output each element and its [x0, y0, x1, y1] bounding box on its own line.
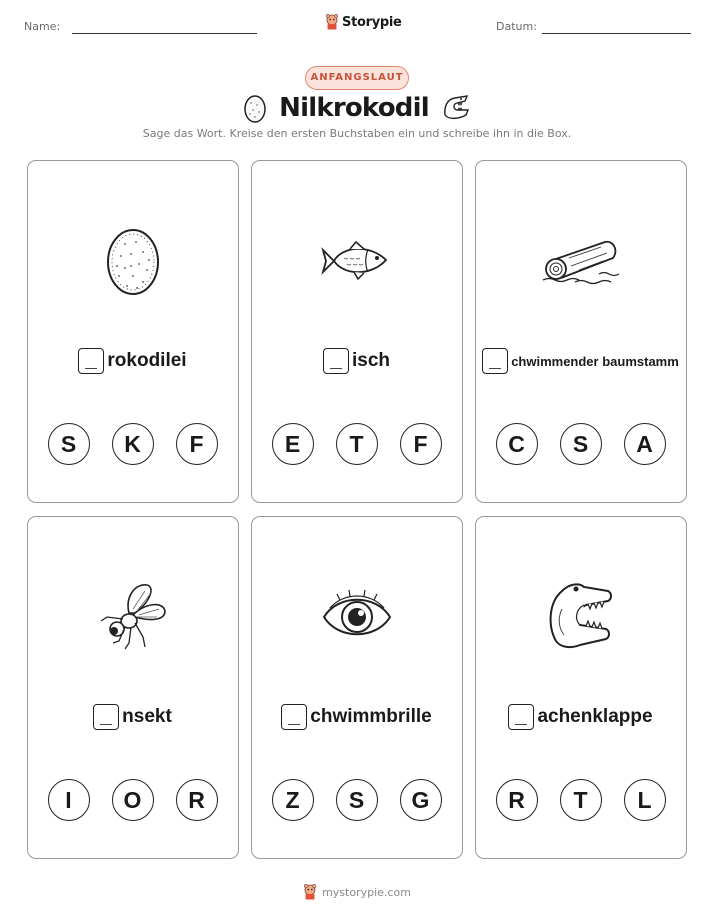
letter-option[interactable]: Z: [272, 779, 314, 821]
letter-option[interactable]: C: [496, 423, 538, 465]
word-card-3: [475, 160, 687, 503]
letter-option[interactable]: E: [272, 423, 314, 465]
word-card-2: [251, 160, 463, 503]
instruction-text: Sage das Wort. Kreise den ersten Buchstaben ein und schreibe ihn in die Box.: [142, 127, 572, 140]
letter-option[interactable]: T: [336, 423, 378, 465]
crocodile-jaw-icon: [546, 579, 616, 655]
letter-option[interactable]: T: [560, 779, 602, 821]
title-row: [0, 90, 714, 126]
footer-site: mystorypie.com: [322, 885, 411, 899]
footer: [0, 884, 714, 900]
date-field[interactable]: [542, 33, 691, 34]
letter-option[interactable]: R: [176, 779, 218, 821]
eye-icon: [320, 588, 394, 646]
fly-icon: [95, 579, 171, 655]
storypie-mascot-icon: [303, 884, 317, 900]
answer-box[interactable]: [482, 348, 508, 374]
word-remainder: achenklappe: [537, 706, 653, 727]
name-label: Name:: [24, 20, 61, 33]
letter-option[interactable]: S: [336, 779, 378, 821]
letter-option[interactable]: F: [176, 423, 218, 465]
egg-icon: [243, 93, 267, 123]
word-card-4: [27, 516, 239, 859]
fish-icon: [320, 238, 394, 284]
storypie-mascot-icon: [325, 14, 339, 30]
word-remainder: rokodilei: [107, 350, 187, 371]
word-remainder: isch: [351, 350, 391, 371]
answer-box[interactable]: [508, 704, 534, 730]
name-field[interactable]: [72, 33, 257, 34]
brand-name: Storypie: [342, 14, 402, 30]
crocodile-jaw-icon: [441, 93, 471, 123]
letter-option[interactable]: L: [624, 779, 666, 821]
letter-option[interactable]: O: [112, 779, 154, 821]
word-remainder: nsekt: [122, 706, 172, 727]
word-card-1: [27, 160, 239, 503]
answer-box[interactable]: [323, 348, 349, 374]
letter-option[interactable]: G: [400, 779, 442, 821]
answer-box[interactable]: [93, 704, 119, 730]
letter-option[interactable]: S: [560, 423, 602, 465]
log-icon: [539, 234, 623, 288]
storypie-logo: [325, 14, 402, 30]
letter-option[interactable]: F: [400, 423, 442, 465]
letter-option[interactable]: S: [48, 423, 90, 465]
word-card-6: [475, 516, 687, 859]
page-title: Nilkrokodil: [279, 93, 429, 123]
letter-option[interactable]: I: [48, 779, 90, 821]
category-badge: ANFANGSLAUT: [305, 66, 409, 90]
word-remainder: chwimmender baumstamm: [511, 353, 679, 369]
letter-option[interactable]: A: [624, 423, 666, 465]
egg-icon: [103, 224, 163, 298]
answer-box[interactable]: [281, 704, 307, 730]
answer-box[interactable]: [78, 348, 104, 374]
word-remainder: chwimmbrille: [310, 706, 432, 727]
letter-option[interactable]: R: [496, 779, 538, 821]
letter-option[interactable]: K: [112, 423, 154, 465]
word-card-5: [251, 516, 463, 859]
date-label: Datum:: [496, 20, 537, 33]
